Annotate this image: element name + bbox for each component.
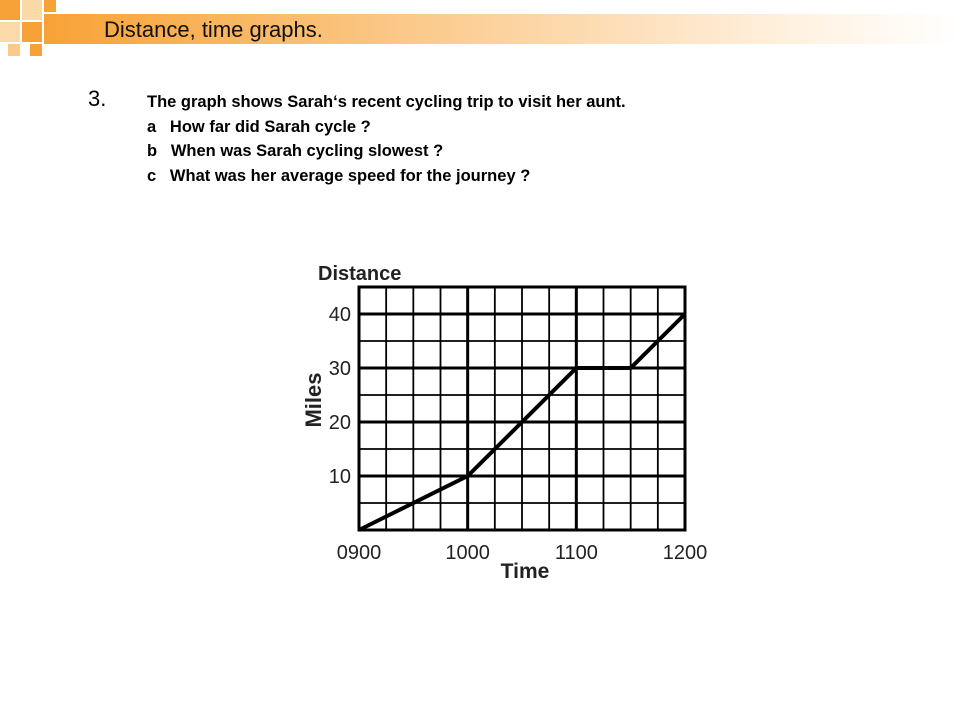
question-part-b: b When was Sarah cycling slowest ? xyxy=(147,142,444,160)
chart-x-axis-label: Time xyxy=(500,560,550,583)
chart-grid xyxy=(359,287,685,530)
question-intro: The graph shows Sarah‘s recent cycling trip to visit her aunt. xyxy=(147,93,626,111)
x-tick-label: 1100 xyxy=(554,542,598,564)
y-tick-label: 30 xyxy=(328,358,351,380)
slide-title: Distance, time graphs. xyxy=(104,17,323,42)
y-tick-label: 20 xyxy=(328,412,351,434)
question-number: 3. xyxy=(88,86,107,111)
x-tick-label: 1000 xyxy=(445,542,490,564)
chart-title: Distance xyxy=(318,263,402,285)
x-tick-label: 0900 xyxy=(336,542,382,564)
question-part-a: a How far did Sarah cycle ? xyxy=(147,117,371,136)
question-part-c: c What was her average speed for the journey ? xyxy=(147,166,531,185)
chart-y-axis-label: Miles xyxy=(301,372,326,428)
y-tick-label: 10 xyxy=(328,466,351,488)
y-tick-label: 40 xyxy=(328,304,351,326)
x-tick-label: 1200 xyxy=(662,542,708,564)
